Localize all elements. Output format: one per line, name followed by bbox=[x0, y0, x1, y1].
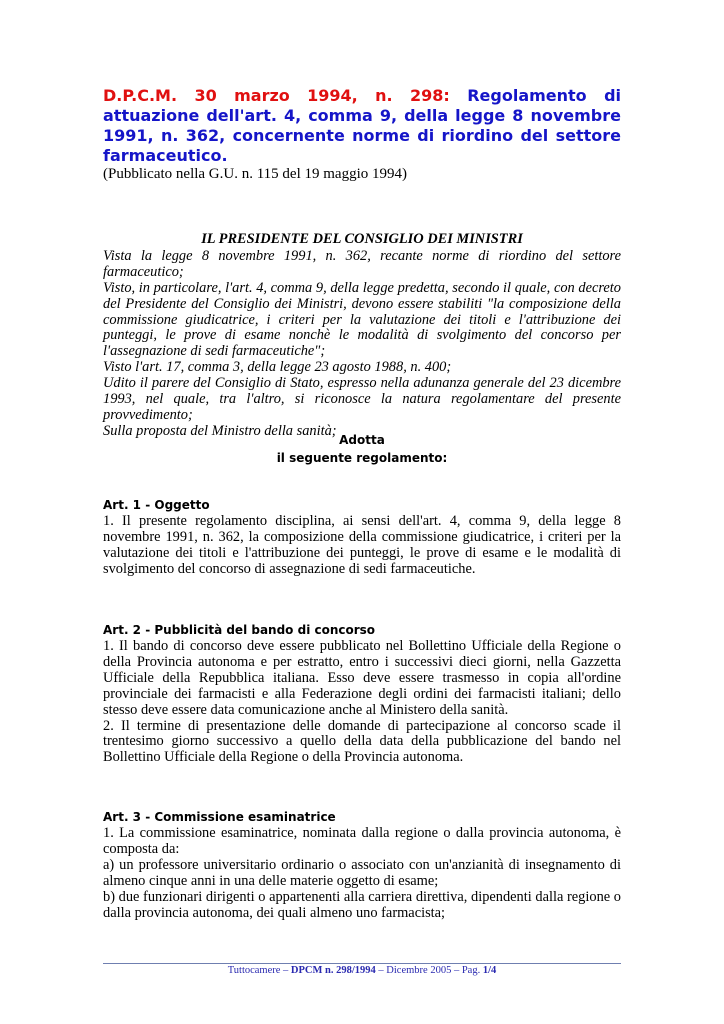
article-paragraph: b) due funzionari dirigenti o appartenenti alla carriera direttiva, dipendenti dalla regione o dalla provincia autonoma, dei quali almeno uno farmacista; bbox=[103, 888, 621, 921]
document-title bbox=[103, 86, 621, 166]
article-title: Art. 1 - Oggetto bbox=[103, 498, 210, 512]
article-paragraph: a) un professore universitario ordinario o associato con un'anzianità di insegnamento di almeno cinque anni in una delle materie oggetto di esame; bbox=[103, 856, 621, 889]
article-paragraph: 1. Il bando di concorso deve essere pubblicato nel Bollettino Ufficiale della Regione o della Provincia autonoma e per estratto, entro i successivi dieci giorni, nella Gazzetta Ufficiale della Repubblica italiana. Esso deve essere trasmesso in copia all'ordine provinciale dei farmacisti e alla Federazione degli ordini dei farmacisti italiani; dello stesso deve essere data comunicazione anche al Ministero della sanità. bbox=[103, 638, 621, 718]
preamble-paragraph: Udito il parere del Consiglio di Stato, espresso nella adunanza generale del 23 dicembre 1993, nel quale, tra l'altro, si riconosce la natura regolamentare del presente provvedimento; bbox=[103, 375, 621, 423]
publication-note: (Pubblicato nella G.U. n. 115 del 19 maggio 1994) bbox=[103, 166, 407, 182]
article-paragraph: 1. Il presente regolamento disciplina, ai sensi dell'art. 4, comma 9, della legge 8 novembre 1991, n. 362, la composizione della commissione giudicatrice, i criteri per la valutazione dei titoli e l'attribuzione dei punteggi, le prove di esame e le modalità di svolgimento del concorso di assegnazione di sedi farmaceutiche. bbox=[103, 513, 621, 577]
preamble-paragraph: Sulla proposta del Ministro della sanità; bbox=[103, 422, 337, 439]
title-subject: Regolamento di attuazione dell'art. 4, comma 9, della legge 8 novembre 1991, n. 362, concernente norme di riordino del settore farmaceutico. bbox=[103, 86, 622, 165]
article-title: Art. 2 - Pubblicità del bando di concorso bbox=[103, 623, 376, 637]
page-footer bbox=[103, 965, 621, 976]
footer-source: Tuttocamere – bbox=[227, 965, 291, 976]
article-2 bbox=[103, 622, 621, 766]
preamble-paragraph: Visto l'art. 17, comma 3, della legge 23 agosto 1988, n. 400; bbox=[103, 359, 452, 376]
title-decree-reference: D.P.C.M. 30 marzo 1994, n. 298: bbox=[103, 86, 450, 105]
preamble-paragraph: Vista la legge 8 novembre 1991, n. 362, recante norme di riordino del settore farmaceutico; bbox=[103, 247, 621, 280]
footer-page-number: 1/4 bbox=[482, 965, 497, 976]
article-paragraph: 2. Il termine di presentazione delle domande di partecipazione al concorso scade il trentesimo giorno successivo a quello della data della pubblicazione del bando nel Bollettino Ufficiale della Regione o della Provincia autonoma. bbox=[103, 717, 621, 766]
article-3 bbox=[103, 809, 621, 921]
footer-date-page: – Dicembre 2005 – Pag. bbox=[375, 965, 483, 976]
preamble-heading: IL PRESIDENTE DEL CONSIGLIO DEI MINISTRI bbox=[201, 231, 523, 247]
article-paragraph: 1. La commissione esaminatrice, nominata dalla regione o dalla provincia autonoma, è composta da: bbox=[103, 825, 621, 857]
footer-divider bbox=[103, 963, 621, 964]
article-1 bbox=[103, 497, 621, 578]
adopts-line: Adotta bbox=[339, 433, 385, 447]
following-regulation-line: il seguente regolamento: bbox=[276, 451, 448, 465]
article-title: Art. 3 - Commissione esaminatrice bbox=[103, 810, 336, 824]
preamble bbox=[103, 232, 621, 440]
preamble-paragraph: Visto, in particolare, l'art. 4, comma 9, della legge predetta, secondo il quale, con decreto del Presidente del Consiglio dei Ministri, devono essere stabiliti "la composizione della commissione giudicatrice, i criteri per la valutazione dei titoli e l'attribuzione dei punteggi, le prove di esame nonchè le modalità di svolgimento del concorso per l'assegnazione di sedi farmaceutiche"; bbox=[103, 279, 621, 360]
footer-document-id: DPCM n. 298/1994 bbox=[290, 965, 376, 976]
